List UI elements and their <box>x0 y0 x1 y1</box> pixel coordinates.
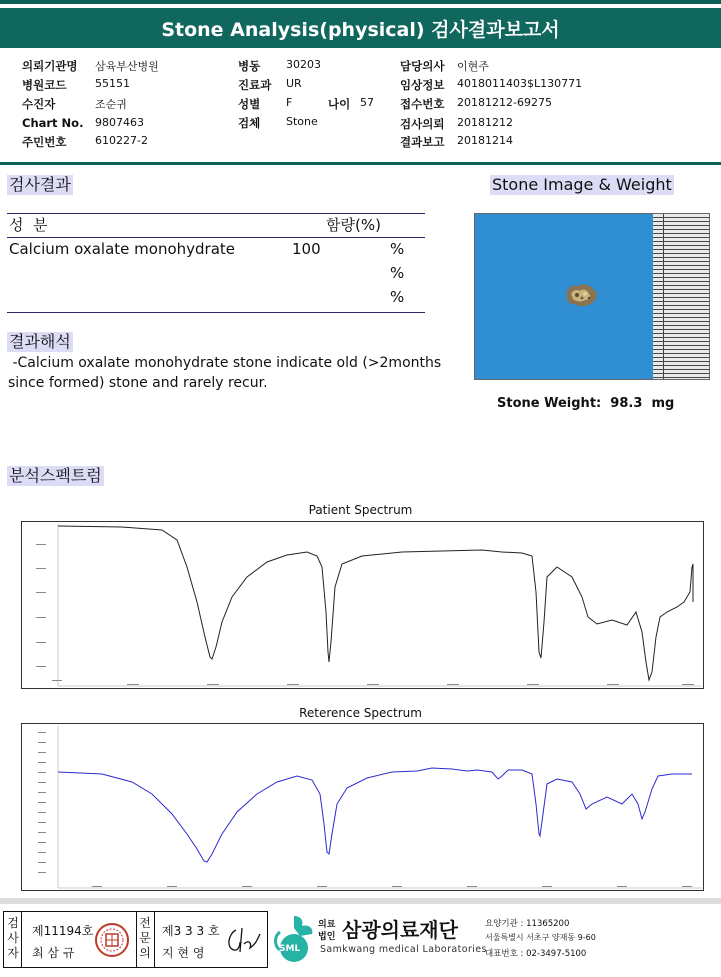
info-value: 삼육부산병원 <box>95 60 159 73</box>
info-label: 진료과 <box>238 78 272 92</box>
info-value: 조순귀 <box>95 98 127 111</box>
info-value: F <box>286 96 293 109</box>
stone-weight-label: Stone Weight: <box>497 396 602 411</box>
stone-weight <box>497 396 674 411</box>
patient-spectrum-line <box>58 526 693 680</box>
info-label: 주민번호 <box>22 135 67 149</box>
info-label: 의뢰기관명 <box>22 59 78 73</box>
table-header-rule <box>7 237 425 238</box>
info-label: 병원코드 <box>22 78 67 92</box>
report-title: Stone Analysis(physical) 검사결과보고서 <box>0 8 721 48</box>
info-value: 20181212 <box>457 116 513 129</box>
age-label: 나이 <box>328 97 351 111</box>
footer-divider <box>0 898 721 904</box>
patient-info <box>0 55 721 165</box>
info-value: UR <box>286 77 302 90</box>
org-code: 요양기관 : 11365200 <box>485 919 570 929</box>
interpretation-line: since formed) stone and rarely recur. <box>8 375 268 391</box>
interpretation-line: -Calcium oxalate monohydrate stone indicate old (>2months <box>8 355 442 371</box>
ruler-scale <box>653 214 709 379</box>
signature-box <box>3 911 268 968</box>
info-label: 검체 <box>238 116 261 130</box>
reference-axis-ticks <box>38 732 692 887</box>
info-value: 20181214 <box>457 134 513 147</box>
stone-photo <box>474 213 710 380</box>
result-unit: % <box>390 240 405 258</box>
info-label: 검사의뢰 <box>400 117 445 131</box>
results-heading: 검사결과 <box>9 175 71 194</box>
info-value: 20181212-69275 <box>457 96 552 109</box>
reference-spectrum-chart <box>21 723 704 891</box>
vertical-char: 의 <box>139 946 151 960</box>
info-label: 성별 <box>238 97 261 111</box>
reference-spectrum-plot <box>22 724 705 892</box>
stone-weight-unit: mg <box>651 396 675 411</box>
sml-logo-icon <box>272 914 316 964</box>
stone-icon <box>563 282 599 308</box>
info-label: 병동 <box>238 59 261 73</box>
org-name: 삼광의료재단 <box>342 918 458 942</box>
inspector-license-no: 제11194호 <box>32 924 94 938</box>
info-label: 접수번호 <box>400 97 445 111</box>
inspector-label-vertical <box>6 916 20 961</box>
info-label: 임상정보 <box>400 78 445 92</box>
info-divider <box>0 162 721 165</box>
result-amount: 100 <box>292 240 321 258</box>
info-label: 결과보고 <box>400 135 445 149</box>
top-line <box>0 0 721 4</box>
org-prefix-top: 의료 <box>318 920 336 930</box>
org-address: 서울특별시 서초구 양재동 9-60 <box>485 933 596 942</box>
patient-spectrum-plot <box>22 522 705 690</box>
age-value: 57 <box>360 96 374 109</box>
patient-spectrum-chart <box>21 521 704 689</box>
info-value: Stone <box>286 115 318 128</box>
patient-axis-ticks <box>36 544 694 685</box>
org-english: Samkwang medical Laboratories <box>320 944 487 955</box>
info-value: 30203 <box>286 58 321 71</box>
inspector-seal-icon <box>94 922 130 958</box>
col-component-header: 성 분 <box>9 216 48 234</box>
info-label: 수진자 <box>22 97 56 111</box>
vertical-char: 사 <box>7 931 19 945</box>
specialist-license-no: 제3 3 3 호 <box>162 924 220 938</box>
info-value: 9807463 <box>95 116 144 129</box>
info-label: Chart No. <box>22 116 84 130</box>
vertical-char: 자 <box>7 946 19 960</box>
info-value: 610227-2 <box>95 134 148 147</box>
result-unit: % <box>390 264 405 282</box>
stone-heading: Stone Image & Weight <box>492 175 672 194</box>
patient-spectrum-title: Patient Spectrum <box>308 503 413 517</box>
info-value: 55151 <box>95 77 130 90</box>
inspector-name: 최 삼 규 <box>32 946 75 960</box>
col-amount-header: 함량(%) <box>326 216 381 234</box>
interpretation-heading: 결과해석 <box>9 332 71 351</box>
info-value: 이현주 <box>457 60 489 73</box>
org-prefix-bottom: 법인 <box>318 932 336 942</box>
specialist-signature-icon <box>222 924 262 958</box>
vertical-char: 전 <box>139 916 151 930</box>
specialist-name: 지 현 영 <box>162 946 205 960</box>
result-unit: % <box>390 288 405 306</box>
reference-spectrum-line <box>58 768 692 862</box>
specialist-label-vertical <box>138 916 152 961</box>
spectrum-heading: 분석스펙트럼 <box>9 466 102 485</box>
stone-weight-value: 98.3 <box>610 396 643 411</box>
table-bottom-rule <box>7 312 425 313</box>
info-label: 담당의사 <box>400 59 445 73</box>
org-phone: 대표번호 : 02-3497-5100 <box>485 949 587 959</box>
vertical-char: 검 <box>7 916 19 930</box>
vertical-char: 문 <box>139 931 151 945</box>
result-component: Calcium oxalate monohydrate <box>9 240 236 258</box>
reference-spectrum-title: Reterence Spectrum <box>299 706 422 720</box>
info-value: 4018011403$L130771 <box>457 77 583 90</box>
logo-text: SML <box>279 944 301 954</box>
